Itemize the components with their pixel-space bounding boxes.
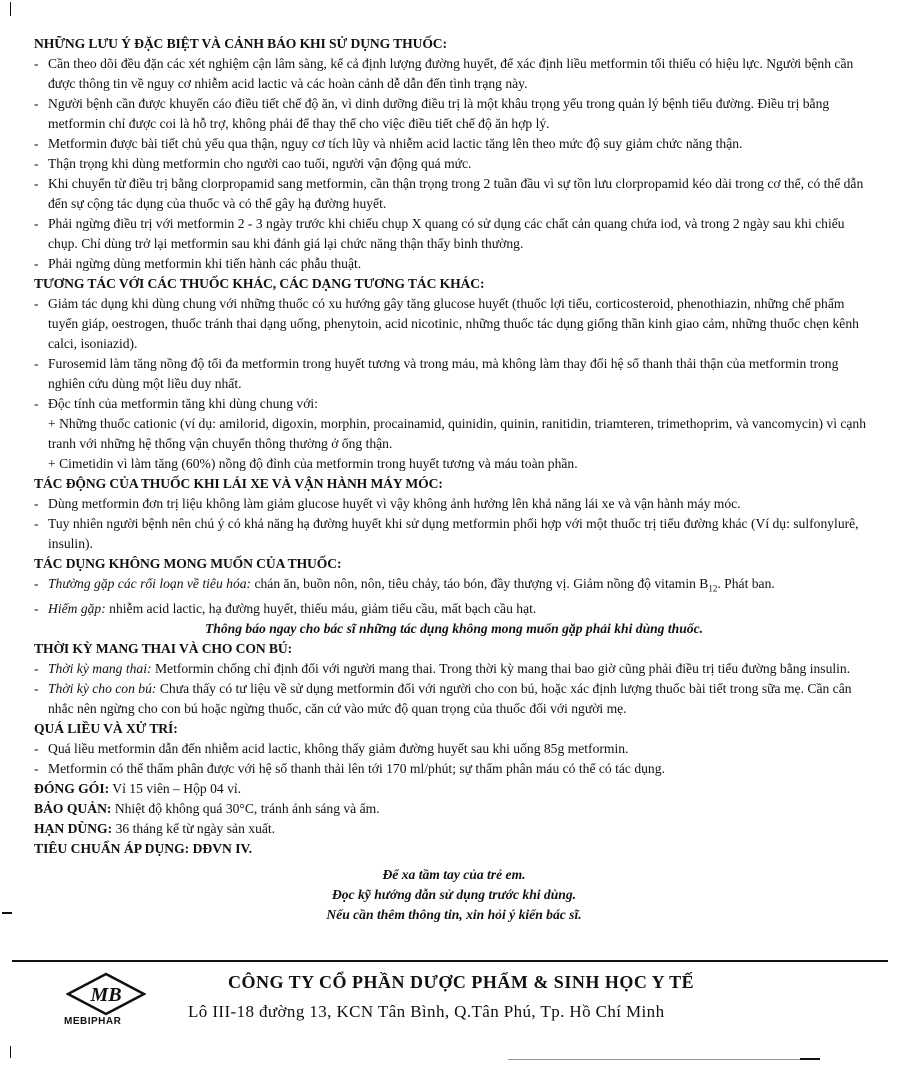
warning-item: - Khi chuyển từ điều trị bằng clorpropamid sang metformin, cần thận trọng trong 2 tuần đầu vì sự tồn lưu clorpropamid kéo dài trong cơ thể, có thể dẫn đến sự cộng tác dụng của thuốc và có thể gây hạ đường huyết. [34, 174, 874, 214]
standard-label: TIÊU CHUẨN ÁP DỤNG: [34, 840, 190, 856]
side-effect-notice: Thông báo ngay cho bác sĩ những tác dụng không mong muốn gặp phải khi dùng thuốc. [204, 620, 704, 636]
pregnancy-text: Metformin chống chỉ định đối với người mang thai. Trong thời kỳ mang thai bao giờ cũng phải điều trị tiểu đường bằng insulin. [151, 660, 851, 676]
interaction-subitem: + Những thuốc cationic (ví dụ: amilorid, digoxin, morphin, procainamid, quinidin, quinin, ranitidin, triamteren, trimethoprim, và vancomycin) vì cạnh tranh với những hệ thống vận chuyển thông thường ở ống thận. [48, 416, 867, 451]
section-title-side-effects: TÁC DỤNG KHÔNG MONG MUỐN CỦA THUỐC: [34, 556, 342, 571]
closing-line: Đọc kỹ hướng dẫn sử dụng trước khi dùng. [331, 886, 577, 902]
standard-line [34, 839, 874, 859]
company-name: CÔNG TY CỔ PHẦN DƯỢC PHẨM & SINH HỌC Y TẾ [228, 972, 695, 992]
driving-item: - Dùng metformin đơn trị liệu không làm giảm glucose huyết vì vậy không ảnh hưởng lên khả năng lái xe và vận hành máy móc. [34, 494, 874, 514]
warning-item: - Thận trọng khi dùng metformin cho người cao tuổi, người vận động quá mức. [34, 154, 874, 174]
company-address: Lô III-18 đường 13, KCN Tân Bình, Q.Tân Phú, Tp. Hồ Chí Minh [188, 1002, 665, 1021]
storage-label: BẢO QUẢN: [34, 800, 112, 816]
overdose-item: - Quá liều metformin dẫn đến nhiễm acid lactic, không thấy giảm đường huyết sau khi uống 85g metformin. [34, 739, 874, 759]
interaction-item: - Độc tính của metformin tăng khi dùng chung với: [34, 394, 874, 414]
expiry-value: 36 tháng kể từ ngày sản xuất. [112, 820, 276, 836]
section-title-pregnancy: THỜI KỲ MANG THAI VÀ CHO CON BÚ: [34, 640, 292, 656]
packaging-label: ĐÓNG GÓI: [34, 780, 110, 796]
nursing-label: Thời kỳ cho con bú: [48, 680, 157, 696]
packaging-line [34, 779, 874, 799]
overdose-item: - Metformin có thể thẩm phân được với hệ số thanh thải lên tới 170 ml/phút; sự thẩm phân máu có thể có tác dụng. [34, 759, 874, 779]
warning-item: - Người bệnh cần được khuyến cáo điều tiết chế độ ăn, vì dinh dưỡng điều trị là một khâu trọng yếu trong quản lý bệnh tiểu đường. Điều trị bằng metformin chỉ được coi là hỗ trợ, không phải để thay thế cho việc điều tiết chế độ ăn hợp lý. [34, 94, 874, 134]
storage-value: Nhiệt độ không quá 30°C, tránh ánh sáng và ẩm. [111, 800, 380, 816]
company-footer [60, 972, 880, 1042]
leaflet-body [34, 34, 874, 925]
section-title-overdose: QUÁ LIỀU VÀ XỬ TRÍ: [34, 720, 178, 736]
storage-line [34, 799, 874, 819]
side-effect-rare [34, 599, 874, 619]
side-effect-rare-text: nhiễm acid lactic, hạ đường huyết, thiếu máu, giảm tiểu cầu, mất bạch cầu hạt. [105, 600, 537, 616]
section-title-warnings: NHỮNG LƯU Ý ĐẶC BIỆT VÀ CẢNH BÁO KHI SỬ DỤNG THUỐC: [34, 36, 447, 51]
closing-line: Nếu cần thêm thông tin, xin hỏi ý kiến bác sĩ. [326, 906, 582, 922]
section-title-interactions: TƯƠNG TÁC VỚI CÁC THUỐC KHÁC, CÁC DẠNG TƯƠNG TÁC KHÁC: [34, 276, 485, 291]
section-title-driving: TÁC ĐỘNG CỦA THUỐC KHI LÁI XE VÀ VẬN HÀNH MÁY MÓC: [34, 476, 443, 491]
expiry-line [34, 819, 874, 839]
interaction-subitem: + Cimetidin vì làm tăng (60%) nồng độ đỉnh của metformin trong huyết tương và máu toàn phần. [48, 456, 578, 471]
warning-item: - Metformin được bài tiết chủ yếu qua thận, nguy cơ tích lũy và nhiễm acid lactic tăng lên theo mức độ suy giảm chức năng thận. [34, 134, 874, 154]
closing-line: Để xa tầm tay của trẻ em. [382, 866, 526, 882]
side-effect-common [34, 574, 874, 599]
logo-mark: MB [90, 984, 122, 1006]
company-logo [60, 972, 160, 1036]
vitamin-subscript: 12 [708, 583, 718, 594]
side-effect-common-label: Thường gặp các rối loạn về tiêu hóa: [48, 576, 252, 591]
margin-mark [10, 1046, 11, 1058]
pregnancy-item [34, 659, 874, 679]
side-effect-common-tail: . Phát ban. [717, 576, 775, 591]
margin-mark [10, 2, 11, 16]
bottom-mark [800, 1058, 820, 1060]
bottom-rule [508, 1059, 818, 1060]
side-effect-rare-label: Hiếm gặp: [48, 600, 106, 616]
interaction-item: - Giảm tác dụng khi dùng chung với những thuốc có xu hướng gây tăng glucose huyết (thuốc lợi tiểu, corticosteroid, phenothiazin, những chế phẩm tuyến giáp, oestrogen, thuốc tránh thai dạng uống, phenytoin, acid nicotinic, những thuốc tác dụng giống thần kinh giao cảm, những thuốc chẹn kênh calci, isoniazid). [34, 294, 874, 354]
logo-text: MEBIPHAR [64, 1016, 122, 1027]
side-effect-common-text: chán ăn, buồn nôn, nôn, tiêu chảy, táo bón, đầy thượng vị. Giảm nồng độ vitamin B [251, 576, 709, 591]
driving-item: - Tuy nhiên người bệnh nên chú ý có khả năng hạ đường huyết khi sử dụng metformin phối hợp với một thuốc trị tiểu đường khác (Ví dụ: sulfonylurê, insulin). [34, 514, 874, 554]
nursing-item [34, 679, 874, 719]
packaging-value: Vỉ 15 viên – Hộp 04 vỉ. [109, 780, 242, 796]
margin-mark [2, 912, 12, 914]
footer-divider [12, 960, 888, 962]
nursing-text: Chưa thấy có tư liệu về sử dụng metformin đối với người cho con bú, hoặc xác định lượng thuốc bài tiết trong sữa mẹ. Cần cân nhắc nên ngừng cho con bú hoặc ngừng thuốc, căn cứ vào mức độ quan trọng của thuốc đối với người mẹ. [48, 680, 852, 716]
warning-item: - Phải ngừng dùng metformin khi tiến hành các phẫu thuật. [34, 254, 874, 274]
standard-value: DĐVN IV. [189, 840, 253, 856]
warning-item: - Phải ngừng điều trị với metformin 2 - 3 ngày trước khi chiếu chụp X quang có sử dụng các chất cản quang chứa iod, và trong 2 ngày sau khi chiếu chụp. Chỉ dùng trở lại metformin sau khi đánh giá lại chức năng thận thấy bình thường. [34, 214, 874, 254]
warning-item: - Cần theo dõi đều đặn các xét nghiệm cận lâm sàng, kể cả định lượng đường huyết, để xác định liều metformin tối thiểu có hiệu lực. Người bệnh cần được thông tin về nguy cơ nhiễm acid lactic và các hoàn cảnh dễ dẫn đến tình trạng này. [34, 54, 874, 94]
pregnancy-label: Thời kỳ mang thai: [48, 660, 152, 676]
logo-diamond-icon [66, 972, 146, 1016]
expiry-label: HẠN DÙNG: [34, 820, 113, 836]
interaction-item: - Furosemid làm tăng nồng độ tối đa metformin trong huyết tương và trong máu, mà không làm thay đổi hệ số thanh thải thận của metformin trong nghiên cứu dùng một liều duy nhất. [34, 354, 874, 394]
